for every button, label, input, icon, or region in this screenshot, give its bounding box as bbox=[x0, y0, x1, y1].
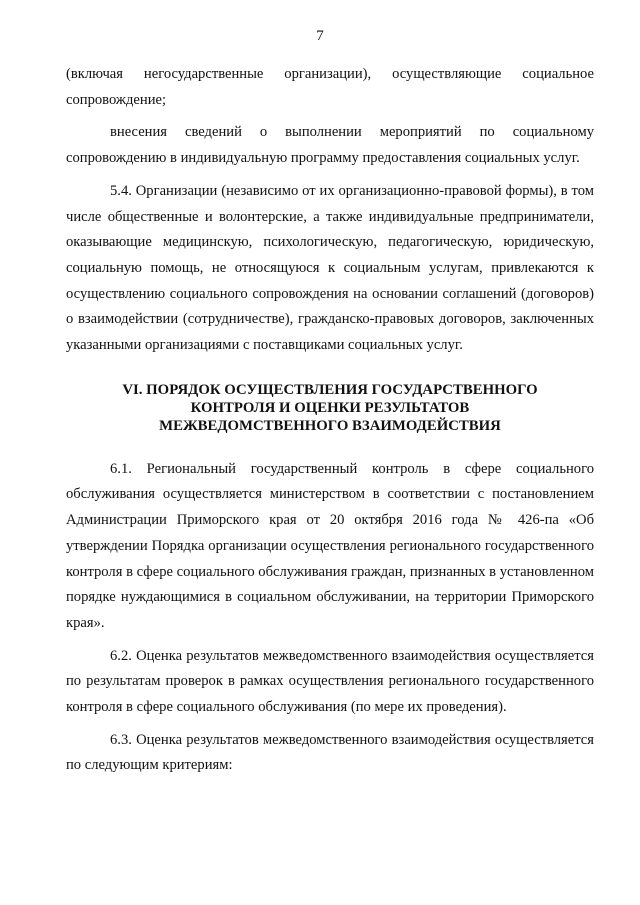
paragraph: внесения сведений о выполнении мероприятий по социальному сопровождению в индивидуальную программу предоставления социальных услуг. bbox=[66, 124, 594, 167]
section-heading-line: КОНТРОЛЯ И ОЦЕНКИ РЕЗУЛЬТАТОВ bbox=[190, 399, 470, 416]
section-heading-line: VI. ПОРЯДОК ОСУЩЕСТВЛЕНИЯ ГОСУДАРСТВЕННОГО bbox=[122, 381, 538, 398]
paragraph: 6.2. Оценка результатов межведомственного взаимодействия осуществляется по результатам проверок в рамках осуществления регионального государственного контроля в сфере социального обслуживания (по мере их проведения). bbox=[66, 647, 594, 716]
paragraph: 5.4. Организации (независимо от их организационно-правовой формы), в том числе общественные и волонтерские, а также индивидуальные предприниматели, оказывающие медицинскую, психологическую, педагогическую, юридическую, социальную помощь, не относящуюся к социальным услугам, привлекаются к осуществлению социального сопровождения на основании соглашений (договоров) о взаимодействии (сотрудничестве), гражданско-правовых договоров, заключенных указанными организациями с поставщиками социальных услуг. bbox=[66, 182, 594, 354]
document-body bbox=[66, 62, 594, 786]
paragraph: (включая негосударственные организации), осуществляющие социальное сопровождение; bbox=[66, 66, 594, 108]
section-heading bbox=[66, 381, 594, 435]
paragraph: 6.1. Региональный государственный контроль в сфере социального обслуживания осуществляется министерством в соответствии с постановлением Администрации Приморского края от 20 октября 2016 года № 426-па «Об утверждении Порядка организации осуществления регионального государственного контроля в сфере социального обслуживания граждан, признанных в установленном порядке нуждающимися в социальном обслуживании, на территории Приморского края». bbox=[66, 460, 594, 631]
paragraph: 6.3. Оценка результатов межведомственного взаимодействия осуществляется по следующим критериям: bbox=[66, 731, 594, 774]
section-heading-line: МЕЖВЕДОМСТВЕННОГО ВЗАИМОДЕЙСТВИЯ bbox=[159, 417, 501, 434]
page-number: 7 bbox=[316, 28, 324, 44]
